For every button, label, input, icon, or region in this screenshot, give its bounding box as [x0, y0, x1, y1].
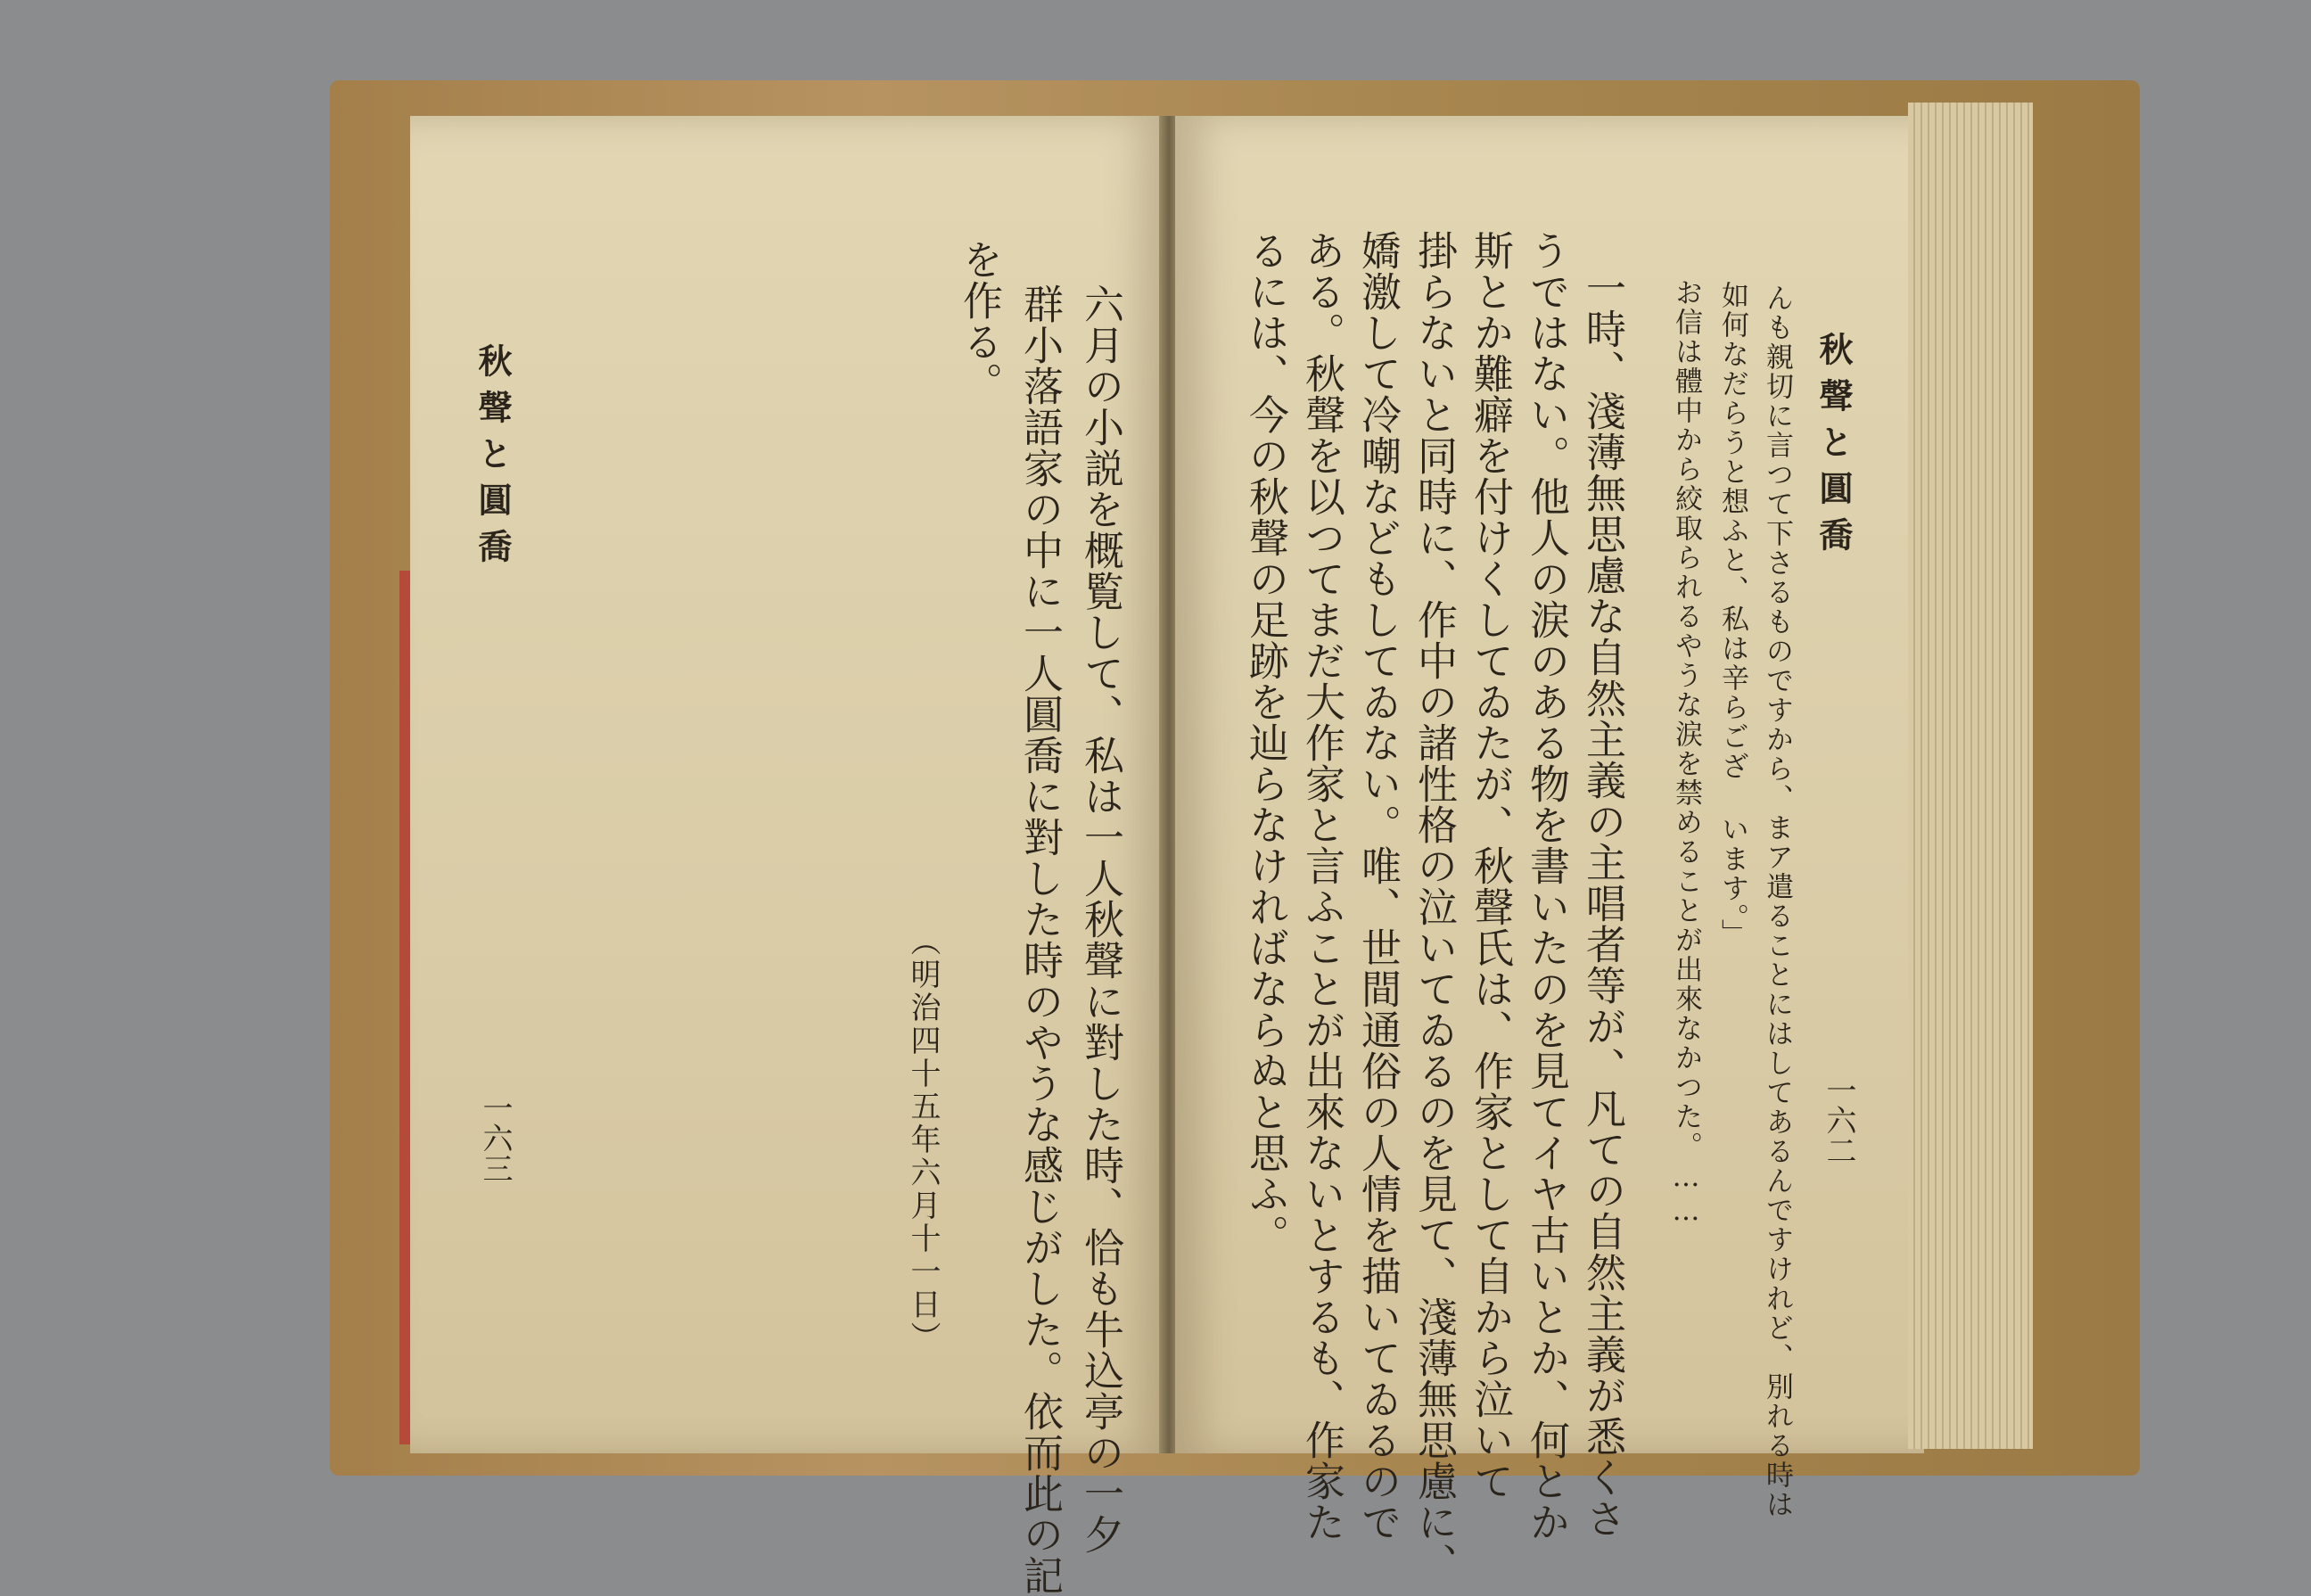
body-line-1: 一時、淺薄無思慮な自然主義の主唱者等が、凡ての自然主義が悉くさ [1579, 267, 1626, 1539]
body-line-3: 斯とか難癖を付けくしてゐたが、秋聲氏は、作家として自から泣いて [1467, 230, 1514, 1501]
left-date-note: （明治四十五年六月十一日） [905, 926, 941, 1354]
left-para-line-2: 群小落語家の中に一人圓喬に對した時のやうな感じがした。依而此の記 [1016, 284, 1064, 1596]
body-line-7: るには、今の秋聲の足跡を辿らなければならぬと思ふ。 [1242, 230, 1289, 1255]
body-line-6: ある。秋聲を以つてまだ大作家と言ふことが出來ないとするも、作家た [1298, 230, 1345, 1543]
body-line-4: 掛らないと同時に、作中の諸性格の泣いてゐるのを見て、淺薄無思慮に、 [1410, 230, 1458, 1584]
left-page-number: 一六三 [477, 1092, 513, 1183]
right-page-number: 一六二 [1821, 1074, 1856, 1165]
page-stack-edge [1908, 103, 2033, 1449]
quote-line-2: 如何なだらうと想ふと、私は辛らござ います。」 [1716, 281, 1748, 949]
right-running-head: 秋聲と圓喬 [1813, 332, 1854, 564]
quote-line-1: んも親切に言つて下さるものですから、まア遣ることにはしてあるんですけれど、別れる時は [1761, 284, 1793, 1519]
left-para-line-3: を作る。 [956, 239, 1003, 403]
left-running-head: 秋聲と圓喬 [473, 343, 513, 575]
body-line-2: うではない。他人の涙のある物を書いたのを見てイヤ古いとか、何とか [1523, 230, 1570, 1543]
body-line-5: 嬌激して冷嘲などもしてゐない。唯、世間通俗の人情を描いてゐるので [1354, 230, 1402, 1543]
left-para-line-1: 六月の小説を概覧して、私は一人秋聲に對した時、恰も牛込亭の一夕 [1077, 284, 1124, 1555]
quote-line-3: お信は體中から絞取られるやうな涙を禁めることが出來なかつた。…… [1670, 278, 1702, 1229]
